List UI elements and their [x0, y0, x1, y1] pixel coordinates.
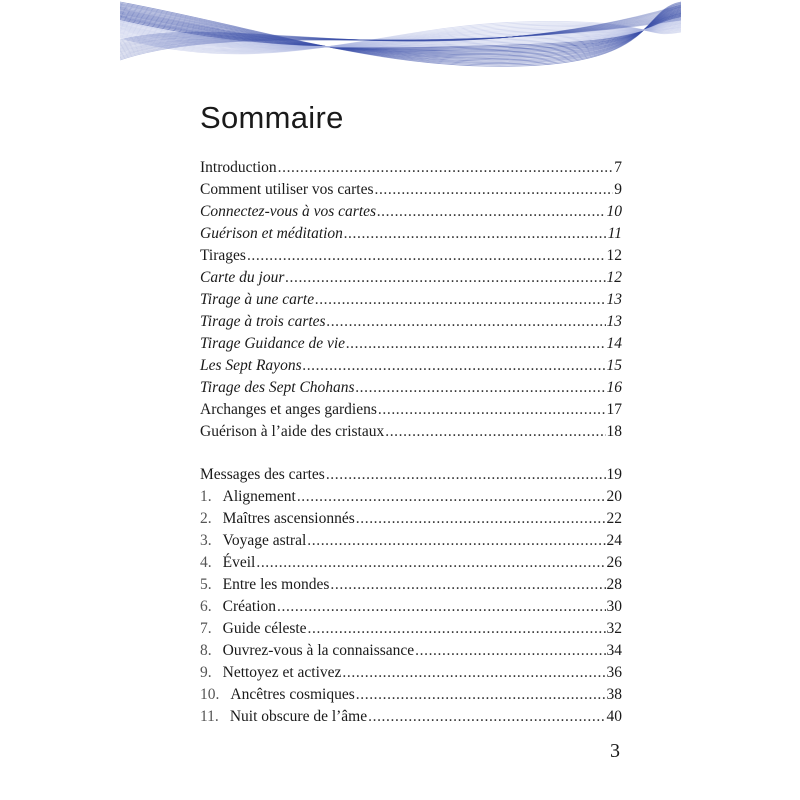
toc-entry-label: Guérison à l’aide des cristaux — [200, 423, 385, 440]
toc-entry-page: 11 — [607, 225, 622, 242]
toc-entry-card[interactable] — [200, 574, 622, 596]
toc-entry-number: 3. — [200, 532, 212, 549]
toc-entry-label: Messages des cartes — [200, 466, 325, 483]
toc-entry-page: 16 — [606, 379, 622, 396]
toc-leader-dots — [356, 377, 606, 399]
toc-entry-page: 7 — [614, 159, 622, 176]
toc-leader-dots — [303, 355, 606, 377]
decorative-wave-banner — [120, 0, 681, 85]
toc-entry-label: Tirage à trois cartes — [200, 313, 326, 330]
toc-leader-dots — [415, 640, 605, 662]
toc-entry-label: Tirage des Sept Chohans — [200, 379, 355, 396]
toc-entry[interactable] — [200, 157, 622, 179]
toc-leader-dots — [385, 421, 605, 443]
toc-entry-messages-header[interactable] — [200, 464, 622, 486]
toc-entry-label: Introduction — [200, 159, 277, 176]
toc-leader-dots — [378, 399, 606, 421]
toc-leader-dots — [368, 706, 605, 728]
toc-leader-dots — [330, 574, 605, 596]
toc-entry-label: Ouvrez-vous à la connaissance — [222, 642, 415, 659]
toc-entry-card[interactable] — [200, 662, 622, 684]
toc-leader-dots — [327, 311, 606, 333]
toc-entry-page: 40 — [606, 708, 622, 725]
toc-entry-page: 15 — [606, 357, 622, 374]
toc-entry-card[interactable] — [200, 508, 622, 530]
toc-entry-label: Guide céleste — [222, 620, 307, 637]
toc-leader-dots — [344, 223, 607, 245]
toc-leader-dots — [277, 596, 606, 618]
toc-entry-number: 8. — [200, 642, 212, 659]
toc-leader-dots — [256, 552, 605, 574]
toc-entry-page: 13 — [606, 313, 622, 330]
toc-leader-dots — [308, 618, 606, 640]
toc-entry-card[interactable] — [200, 684, 622, 706]
toc-entry-card[interactable] — [200, 618, 622, 640]
toc-entry-page: 36 — [606, 664, 622, 681]
toc-entry-card[interactable] — [200, 706, 622, 728]
toc-entry-card[interactable] — [200, 552, 622, 574]
toc-entry[interactable] — [200, 245, 622, 267]
toc-entry[interactable] — [200, 311, 622, 333]
toc-entry-page: 13 — [606, 291, 622, 308]
toc-entry-page: 12 — [606, 247, 622, 264]
toc-entry-page: 17 — [606, 401, 622, 418]
toc-entry[interactable] — [200, 377, 622, 399]
toc-entry-label: Tirages — [200, 247, 246, 264]
toc-leader-dots — [297, 486, 606, 508]
toc-entry-number: 7. — [200, 620, 212, 637]
toc-entry-label: Création — [222, 598, 276, 615]
toc-entry-page: 19 — [606, 466, 622, 483]
toc-section-main — [200, 157, 622, 443]
toc-entry-page: 12 — [606, 269, 622, 286]
toc-entry-label: Les Sept Rayons — [200, 357, 302, 374]
toc-entry-label: Voyage astral — [222, 532, 307, 549]
toc-entry-label: Guérison et méditation — [200, 225, 343, 242]
toc-entry-page: 38 — [606, 686, 622, 703]
toc-entry-number: 6. — [200, 598, 212, 615]
toc-entry-page: 26 — [606, 554, 622, 571]
toc-entry-label: Entre les mondes — [222, 576, 330, 593]
toc-entry-number: 9. — [200, 664, 212, 681]
toc-entry-page: 24 — [606, 532, 622, 549]
toc-leader-dots — [356, 684, 606, 706]
toc-entry-card[interactable] — [200, 596, 622, 618]
toc-entry-card[interactable] — [200, 640, 622, 662]
toc-entry-number: 4. — [200, 554, 212, 571]
toc-leader-dots — [278, 157, 614, 179]
toc-entry[interactable] — [200, 267, 622, 289]
toc-leader-dots — [307, 530, 605, 552]
toc-entry-label: Ancêtres cosmiques — [230, 686, 355, 703]
toc-entry[interactable] — [200, 399, 622, 421]
toc-leader-dots — [285, 267, 605, 289]
toc-entry[interactable] — [200, 179, 622, 201]
toc-leader-dots — [346, 333, 605, 355]
toc-entry[interactable] — [200, 289, 622, 311]
toc-entry-number: 5. — [200, 576, 212, 593]
toc-entry[interactable] — [200, 223, 622, 245]
toc-entry-number: 2. — [200, 510, 212, 527]
toc-entry-number: 1. — [200, 488, 212, 505]
toc-entry-page: 14 — [606, 335, 622, 352]
toc-entry-label: Nuit obscure de l’âme — [229, 708, 368, 725]
toc-leader-dots — [356, 508, 606, 530]
toc-entry[interactable] — [200, 201, 622, 223]
toc-leader-dots — [326, 464, 606, 486]
toc-leader-dots — [374, 179, 613, 201]
toc-entry[interactable] — [200, 333, 622, 355]
toc-entry-page: 28 — [606, 576, 622, 593]
toc-section-messages — [200, 464, 622, 728]
toc-entry-label: Maîtres ascensionnés — [222, 510, 355, 527]
book-page — [120, 0, 681, 800]
toc-entry-page: 32 — [606, 620, 622, 637]
page-number: 3 — [610, 740, 620, 762]
toc-entry-label: Archanges et anges gardiens — [200, 401, 377, 418]
toc-entry-page: 20 — [606, 488, 622, 505]
toc-entry-label: Éveil — [222, 554, 256, 571]
toc-entry-label: Nettoyez et activez — [222, 664, 342, 681]
toc-entry-page: 9 — [614, 181, 622, 198]
toc-entry-page: 10 — [606, 203, 622, 220]
toc-entry-card[interactable] — [200, 486, 622, 508]
page-title: Sommaire — [200, 100, 344, 135]
toc-leader-dots — [342, 662, 605, 684]
toc-entry-page: 34 — [606, 642, 622, 659]
toc-entry-label: Tirage Guidance de vie — [200, 335, 346, 352]
toc-entry[interactable] — [200, 355, 622, 377]
toc-entry-label: Connectez-vous à vos cartes — [200, 203, 377, 220]
toc-entry[interactable] — [200, 421, 622, 443]
toc-entry-label: Tirage à une carte — [200, 291, 315, 308]
toc-entry-number: 11. — [200, 708, 219, 725]
toc-leader-dots — [247, 245, 606, 267]
toc-entry-page: 18 — [606, 423, 622, 440]
toc-leader-dots — [315, 289, 605, 311]
toc-entry-label: Alignement — [222, 488, 296, 505]
toc-entry-page: 22 — [606, 510, 622, 527]
toc-entry-page: 30 — [606, 598, 622, 615]
toc-leader-dots — [377, 201, 605, 223]
toc-entry-card[interactable] — [200, 530, 622, 552]
toc-entry-number: 10. — [200, 686, 220, 703]
toc-entry-label: Carte du jour — [200, 269, 285, 286]
toc-entry-label: Comment utiliser vos cartes — [200, 181, 374, 198]
